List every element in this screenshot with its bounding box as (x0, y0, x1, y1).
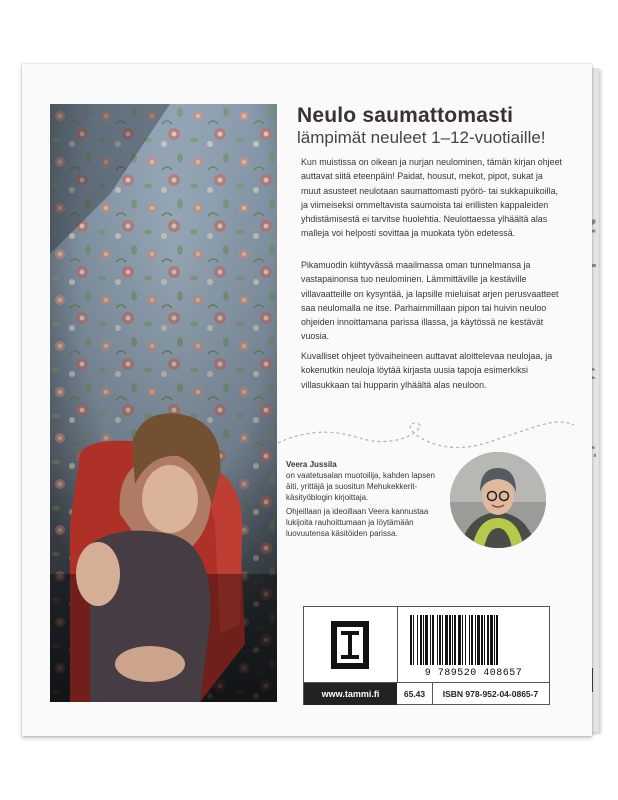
barcode-bar (452, 615, 453, 665)
barcode-bar (494, 615, 495, 665)
cover-photo-image (50, 104, 277, 702)
barcode-bar (423, 615, 424, 665)
author-portrait-image (450, 452, 546, 548)
barcode-bar (490, 615, 493, 665)
barcode-bar (454, 615, 456, 665)
barcode-bar (413, 615, 414, 665)
publisher-url[interactable]: www.tammi.fi (304, 683, 397, 705)
barcode-bar (445, 615, 448, 665)
barcode-bar (442, 615, 443, 665)
barcode-bar (475, 615, 476, 665)
barcode-bar (484, 615, 485, 665)
barcode-bar (437, 615, 438, 665)
barcode-bar (477, 615, 480, 665)
author-bio-2: Ohjeillaan ja ideoillaan Veera kannustaa lukijoita rauhoittumaan ja löytämään luovuutensa käsitöiden parissa. (286, 507, 429, 538)
description-paragraph-3: Kuvalliset ohjeet työvaiheineen auttavat aloittelevaa neulojaa, ja kokenutkin neuloja löytää kirjasta uusia tapoja esimerkiksi villasukkaan tai hupparin ylhäältä alas neuloon. (301, 351, 553, 390)
barcode-bar (487, 615, 489, 665)
barcode-bar (420, 615, 422, 665)
price-code: 65.43 (397, 683, 433, 705)
barcode-footer (304, 682, 549, 705)
book-subtitle: lämpimät neuleet 1–12-vuotiaille! (297, 128, 546, 147)
barcode-bar (496, 615, 498, 665)
barcode-bar (410, 615, 412, 665)
barcode-bar (417, 615, 418, 665)
barcode-bar (458, 615, 461, 665)
barcode-bar (465, 615, 466, 665)
publisher-logo-cell (304, 607, 398, 682)
barcode-bar (469, 615, 470, 665)
barcode-bar (425, 615, 428, 665)
barcode-bar (471, 615, 473, 665)
barcode-number: 9 789520 408657 (424, 668, 523, 679)
barcode-bar (439, 615, 441, 665)
barcode-bar (430, 615, 431, 665)
barcode-panel (303, 606, 550, 705)
isbn-text: ISBN 978-952-04-0865-7 (442, 689, 539, 699)
book-title: Neulo saumattomasti (297, 104, 514, 127)
barcode-icon (398, 607, 549, 667)
author-name-text: Veera Jussila (286, 460, 337, 469)
author-portrait-svg (450, 452, 546, 548)
barcode-bar (432, 615, 434, 665)
barcode-bar (481, 615, 483, 665)
author-name (286, 459, 446, 470)
cover-photo-svg (50, 104, 277, 702)
author-bio: on vaatetusalan muotoilija, kahden lapsen äiti, yrittäjä ja suositun Mehukekkerit-käsityöblogin kirjoittaja. (286, 471, 435, 502)
barcode-cell (398, 607, 549, 682)
publisher-logo-icon (304, 607, 397, 682)
barcode-bar (449, 615, 451, 665)
description-paragraph-1: Kun muistissa on oikean ja nurjan neulominen, tämän kirjan ohjeet auttavat siitä eteenpäin! Paidat, housut, mekot, pipot, sukat ja muut asusteet neulotaan saumattomasti pyörö- tai sukkapuikoilla, ja viimeiseksi ommeltavista saumoista tai erillisten kappaleiden yhdistämisestä ei tarvitse huolehtia. Neulottaessa ylhäältä alas malleja voi helposti sovittaa ja muokata työn edetessä. (301, 157, 562, 239)
barcode-bar (462, 615, 463, 665)
decorative-thread-line (276, 395, 576, 465)
description-paragraph-2: Pikamuodin kiihtyvässä maailmassa oman tunnelmansa ja vastapainonsa tuo neulominen. Lämmittäville ja kestäville villavaatteille on kysyntää, ja lapsille mieluisat arjen perusvaatteet saa neulomalla ne itse. Parhaimmillaan pipon tai huivin neuloo ohjeiden innoittamana parissa illassa, ja käytössä ne kestävät vuosia. (301, 260, 559, 342)
